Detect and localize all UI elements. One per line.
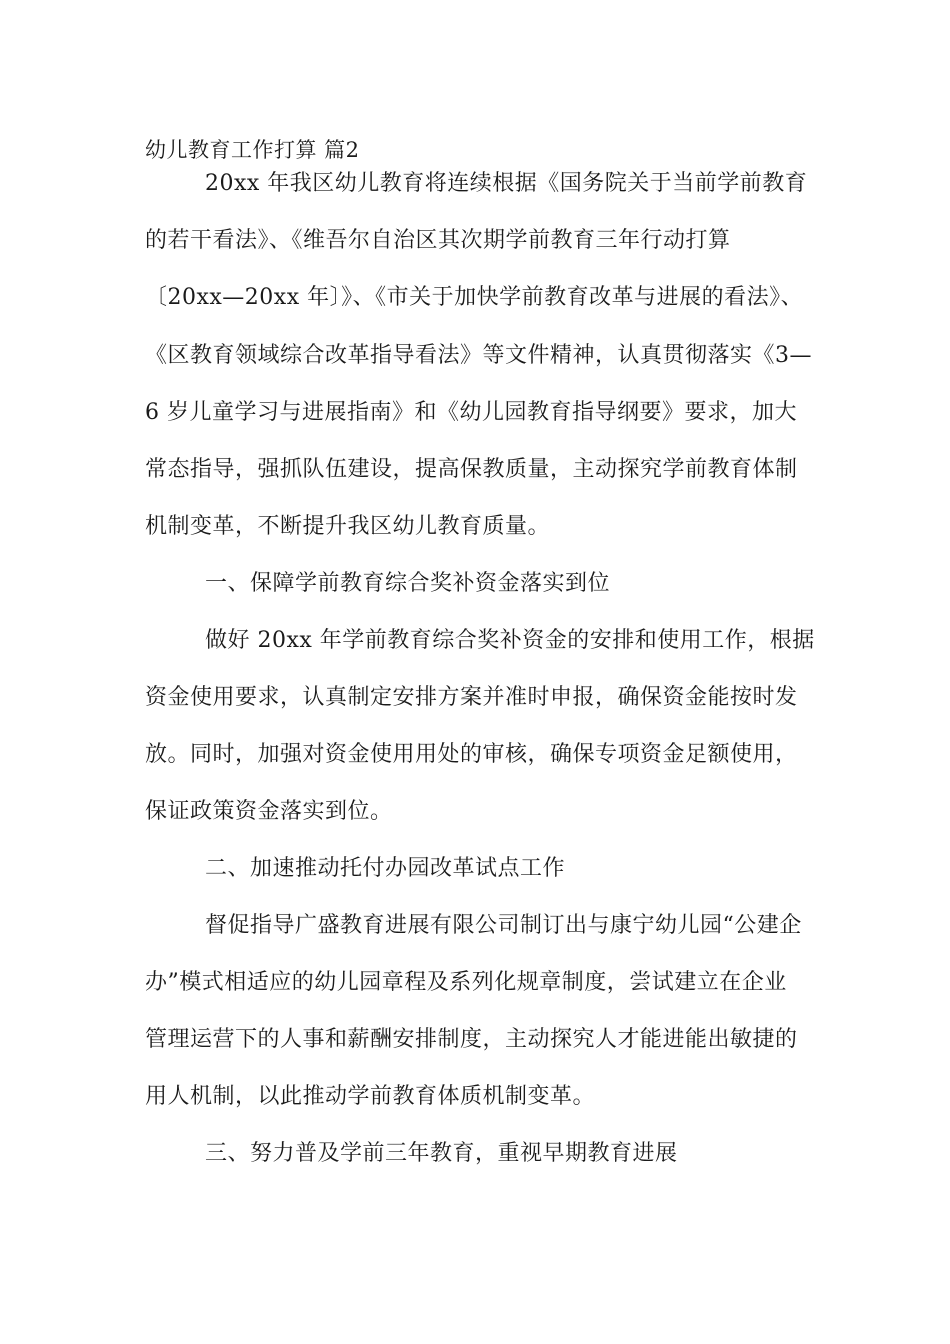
section-line: 资金使用要求，认真制定安排方案并准时申报，确保资金能按时发 [145,685,798,710]
intro-line: 20xx 年我区幼儿教育将连续根据《国务院关于当前学前教育 [205,171,808,196]
section-line: 保证政策资金落实到位。 [145,799,393,824]
document-title: 幼儿教育工作打算 篇2 [145,138,360,162]
intro-line: 的若干看法》、《维吾尔自治区其次期学前教育三年行动打算 [145,228,731,253]
section-line: 做好 20xx 年学前教育综合奖补资金的安排和使用工作，根据 [205,628,815,653]
section-line: 办”模式相适应的幼儿园章程及系列化规章制度，尝试建立在企业 [145,970,787,995]
section-heading: 三、努力普及学前三年教育，重视早期教育进展 [205,1141,678,1166]
intro-line: 机制变革，不断提升我区幼儿教育质量。 [145,514,551,539]
section-heading: 一、保障学前教育综合奖补资金落实到位 [205,571,611,596]
section-line: 管理运营下的人事和薪酬安排制度，主动探究人才能进能出敏捷的 [145,1027,798,1052]
intro-line: 常态指导，强抓队伍建设，提高保教质量，主动探究学前教育体制 [145,457,798,482]
intro-line: 《区教育领域综合改革指导看法》等文件精神，认真贯彻落实《3— [145,343,812,368]
intro-line: 6 岁儿童学习与进展指南》和《幼儿园教育指导纲要》要求，加大 [145,400,797,425]
section-line: 用人机制，以此推动学前教育体质机制变革。 [145,1084,596,1109]
section-line: 放。同时，加强对资金使用用处的审核，确保专项资金足额使用， [145,742,798,767]
section-line: 督促指导广盛教育进展有限公司制订出与康宁幼儿园“公建企 [205,913,802,938]
section-heading: 二、加速推动托付办园改革试点工作 [205,856,566,881]
intro-line: 〔20xx—20xx 年〕》、《市关于加快学前教育改革与进展的看法》、 [145,285,804,310]
